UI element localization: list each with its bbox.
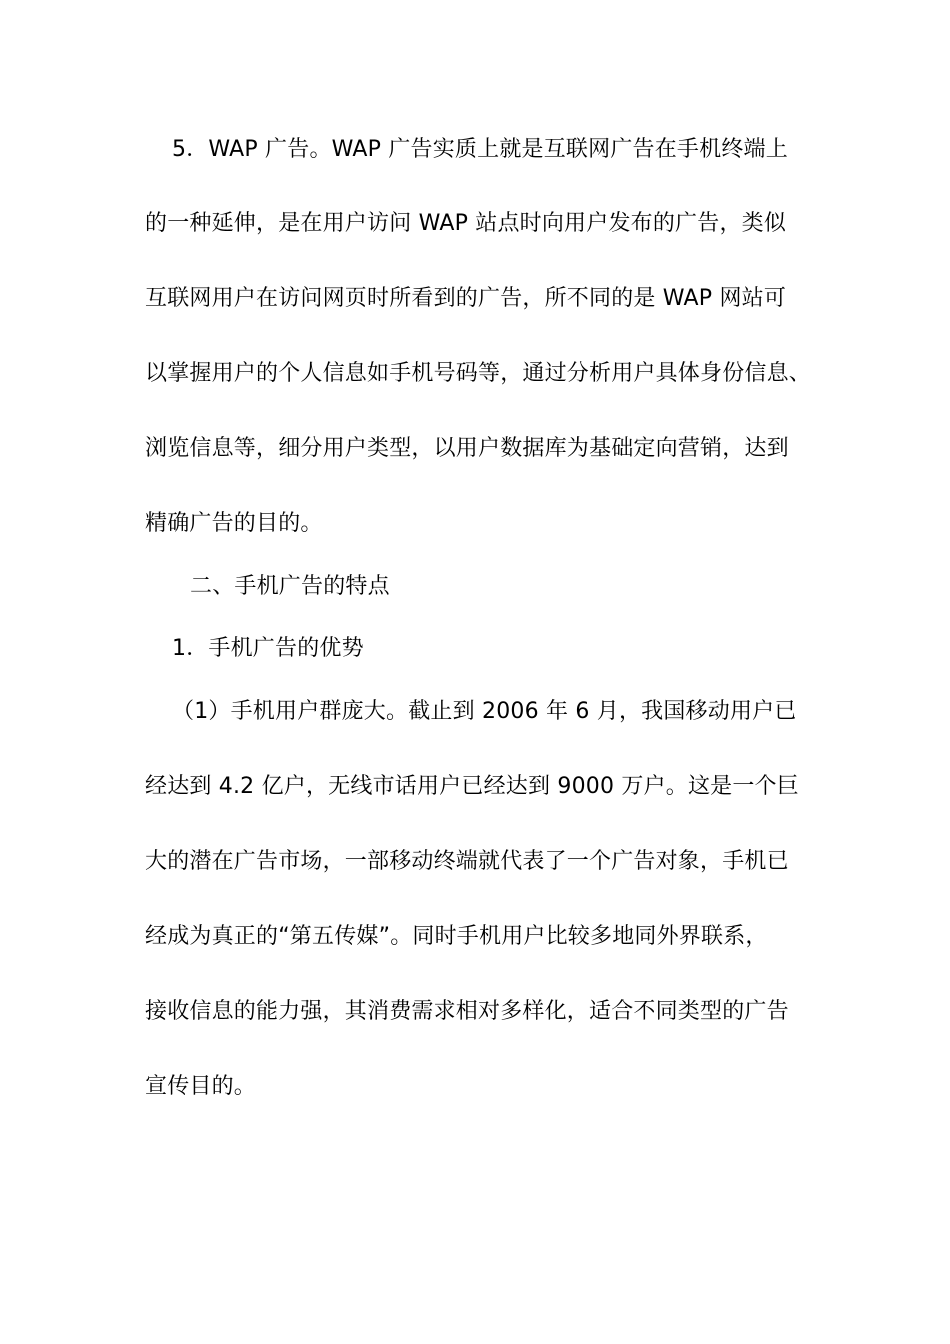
- paragraph-wap-line-4: 以掌握用户的个人信息如手机号码等，通过分析用户具体身份信息、: [145, 361, 812, 386]
- paragraph-wap-line-3: 互联网用户在访问网页时所看到的广告，所不同的是 WAP 网站可: [145, 286, 787, 311]
- paragraph-wap-line-1: 5．WAP 广告。WAP 广告实质上就是互联网广告在手机终端上: [172, 137, 788, 162]
- paragraph-users-line-4: 经成为真正的“第五传媒”。同时手机用户比较多地同外界联系，: [145, 924, 768, 949]
- paragraph-users-line-1: （1）手机用户群庞大。截止到 2006 年 6 月，我国移动用户已: [172, 699, 797, 724]
- section-heading: 二、手机广告的特点: [190, 574, 390, 599]
- paragraph-users-line-2: 经达到 4.2 亿户，无线市话用户已经达到 9000 万户。这是一个巨: [145, 774, 799, 799]
- paragraph-users-line-3: 大的潜在广告市场，一部移动终端就代表了一个广告对象，手机已: [145, 849, 789, 874]
- paragraph-users-line-5: 接收信息的能力强，其消费需求相对多样化，适合不同类型的广告: [145, 999, 789, 1024]
- paragraph-wap-line-5: 浏览信息等，细分用户类型，以用户数据库为基础定向营销，达到: [145, 436, 789, 461]
- subsection-heading: 1．手机广告的优势: [172, 636, 364, 661]
- paragraph-wap-line-6: 精确广告的目的。: [145, 511, 323, 536]
- paragraph-users-line-6: 宣传目的。: [145, 1074, 257, 1099]
- paragraph-wap-line-2: 的一种延伸，是在用户访问 WAP 站点时向用户发布的广告，类似: [145, 211, 787, 236]
